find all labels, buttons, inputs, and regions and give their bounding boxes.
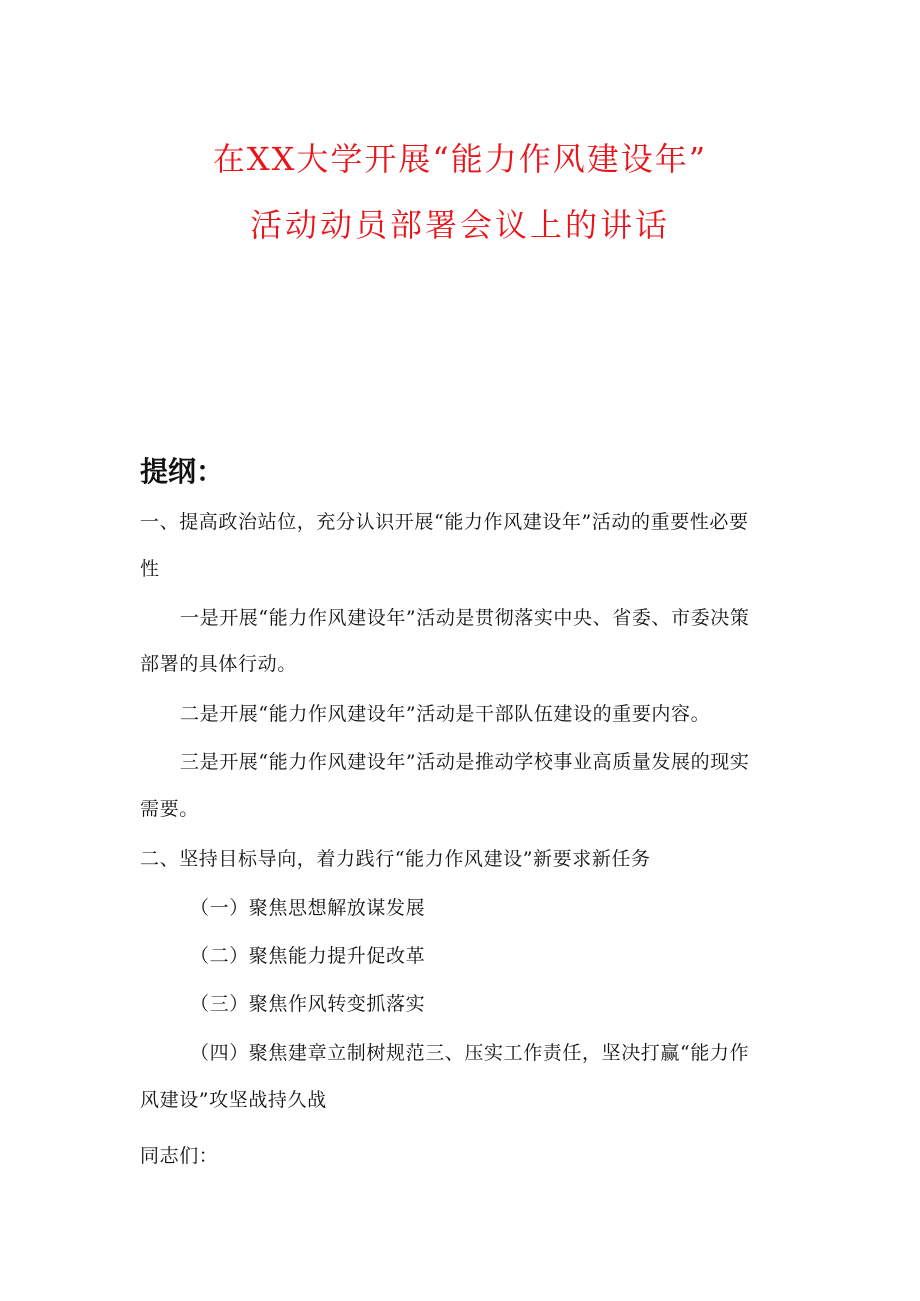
- point-1-line-2: 部署的具体行动。: [140, 653, 297, 675]
- document-title-line-1: 在XX大学开展“能力作风建设年”: [212, 140, 708, 178]
- subsection-1: （一）聚焦思想解放谋发展: [190, 897, 426, 919]
- salutation: 同志们：: [140, 1145, 219, 1167]
- subsection-3: （三）聚焦作风转变抓落实: [190, 993, 426, 1015]
- point-3-line-1: 三是开展“能力作风建设年”活动是推动学校事业高质量发展的现实: [180, 751, 750, 773]
- outline-heading: 提纲：: [140, 455, 225, 488]
- point-1-line-1: 一是开展“能力作风建设年”活动是贯彻落实中央、省委、市委决策: [180, 607, 750, 629]
- subsection-4-line-2: 风建设”攻坚战持久战: [140, 1089, 327, 1111]
- point-3-line-2: 需要。: [140, 798, 199, 820]
- document-title-line-2: 活动动员部署会议上的讲话: [249, 206, 670, 244]
- section-2-heading: 二、坚持目标导向，着力践行“能力作风建设”新要求新任务: [140, 848, 651, 870]
- subsection-4-line-1: （四）聚焦建章立制树规范三、压实工作责任，坚决打赢“能力作: [190, 1042, 750, 1064]
- section-1-heading-line-1: 一、提高政治站位，充分认识开展“能力作风建设年”活动的重要性必要: [140, 511, 749, 533]
- subsection-2: （二）聚焦能力提升促改革: [190, 945, 426, 967]
- point-2: 二是开展“能力作风建设年”活动是干部队伍建设的重要内容。: [180, 703, 711, 725]
- section-1-heading-line-2: 性: [140, 558, 160, 580]
